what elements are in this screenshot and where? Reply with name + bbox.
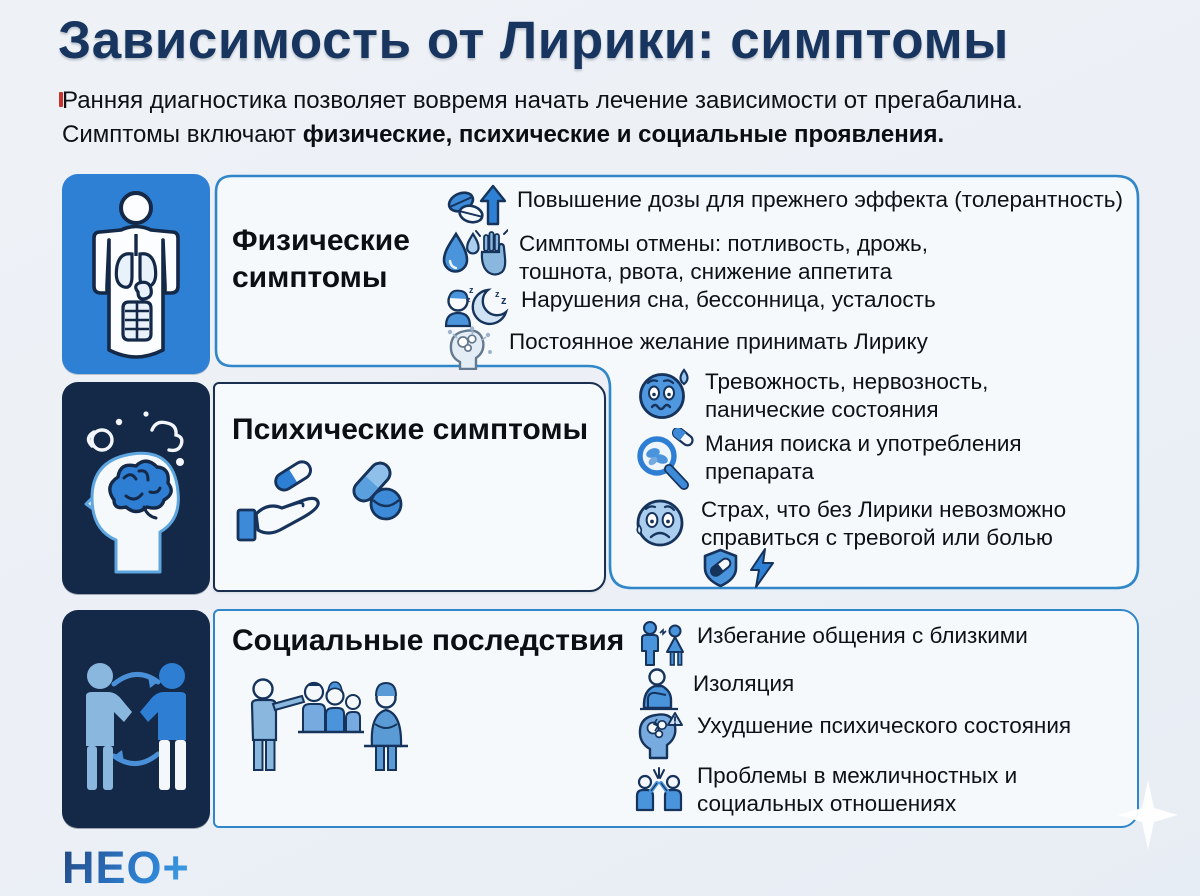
- fearful-face-icon: [632, 494, 690, 552]
- magnifier-pills-icon: [632, 428, 694, 492]
- psychological-item-text: Тревожность, нервозность, панические состояния: [705, 369, 989, 422]
- physical-item-1: [446, 184, 1136, 226]
- physical-item-text: Повышение дозы для прежнего эффекта (толерантность): [517, 187, 1123, 212]
- physical-section-tile: [62, 174, 210, 374]
- sleepy-person-moon-icon: [442, 284, 510, 328]
- physical-section-heading: Физические симптомы: [232, 224, 410, 294]
- social-section-tile: [62, 610, 210, 828]
- physical-item-text: Нарушения сна, бессонница, усталость: [521, 287, 936, 312]
- social-item-3: [632, 710, 1152, 760]
- social-item-1: [638, 620, 1118, 668]
- pills-icon: [342, 460, 410, 524]
- psychological-item-text: Мания поиска и употребления препарата: [705, 431, 1022, 484]
- human-body-organs-icon: [85, 190, 187, 360]
- svg-text:z: z: [501, 295, 507, 307]
- social-section-heading: Социальные последствия: [232, 624, 625, 657]
- subtitle-line-2: Симптомы включают физические, психические и социальные проявления.: [62, 121, 945, 148]
- two-people-exchange-icon: [74, 650, 198, 796]
- svg-text:z: z: [469, 285, 474, 295]
- psychological-item-1: [636, 366, 1116, 423]
- social-item-4: [632, 760, 1112, 817]
- neo-plus-logo: НЕО+: [62, 842, 190, 893]
- page-title: Зависимость от Лирики: симптомы: [58, 11, 1009, 70]
- psychological-item-text: Страх, что без Лирики невозможно справиться с тревогой или болью: [701, 497, 1067, 550]
- physical-item-4: [444, 326, 1084, 370]
- psychological-item-3: [632, 494, 1132, 552]
- isolated-person-icon: [636, 668, 682, 712]
- lightning-icon: [749, 548, 775, 588]
- hand-giving-pill-icon: [230, 458, 330, 550]
- head-brain-icon: [76, 400, 196, 580]
- physical-item-2: [442, 228, 1062, 285]
- psychological-section-tile: [62, 382, 210, 594]
- mental-decline-head-icon: [632, 710, 686, 760]
- sweat-drops-trembling-hand-icon: [442, 228, 508, 282]
- anxious-face-icon: [636, 366, 694, 422]
- shield-pill-icon: [702, 548, 739, 588]
- physical-item-text: Постоянное желание принимать Лирику: [509, 329, 928, 354]
- social-item-text: Ухудшение психического состояния: [697, 713, 1072, 738]
- group-rejection-icon: [240, 662, 410, 774]
- svg-text:z: z: [495, 289, 500, 299]
- social-item-text: Изоляция: [693, 671, 795, 696]
- physical-item-text: Симптомы отмены: потливость, дрожь, тошнота, рвота, снижение аппетита: [519, 231, 928, 284]
- physical-item-3: [442, 284, 1062, 328]
- psychological-item-2: [632, 428, 1112, 492]
- social-item-2: [636, 668, 1116, 712]
- craving-thoughts-head-icon: [444, 326, 498, 370]
- conflict-people-icon: [632, 760, 686, 812]
- avoiding-people-icon: [638, 620, 686, 668]
- subtitle-line-1: Ранняя диагностика позволяет вовремя начать лечение зависимости от прегабалина.: [62, 87, 1023, 114]
- social-item-text: Избегание общения с близкими: [697, 623, 1028, 648]
- psychological-section-heading: Психические симптомы: [232, 413, 589, 446]
- psychological-item-3-extra-icons: [702, 548, 775, 588]
- svg-text:z: z: [467, 297, 471, 304]
- social-item-text: Проблемы в межличностных и социальных отношениях: [697, 763, 1018, 816]
- pills-up-arrow-icon: [446, 184, 506, 226]
